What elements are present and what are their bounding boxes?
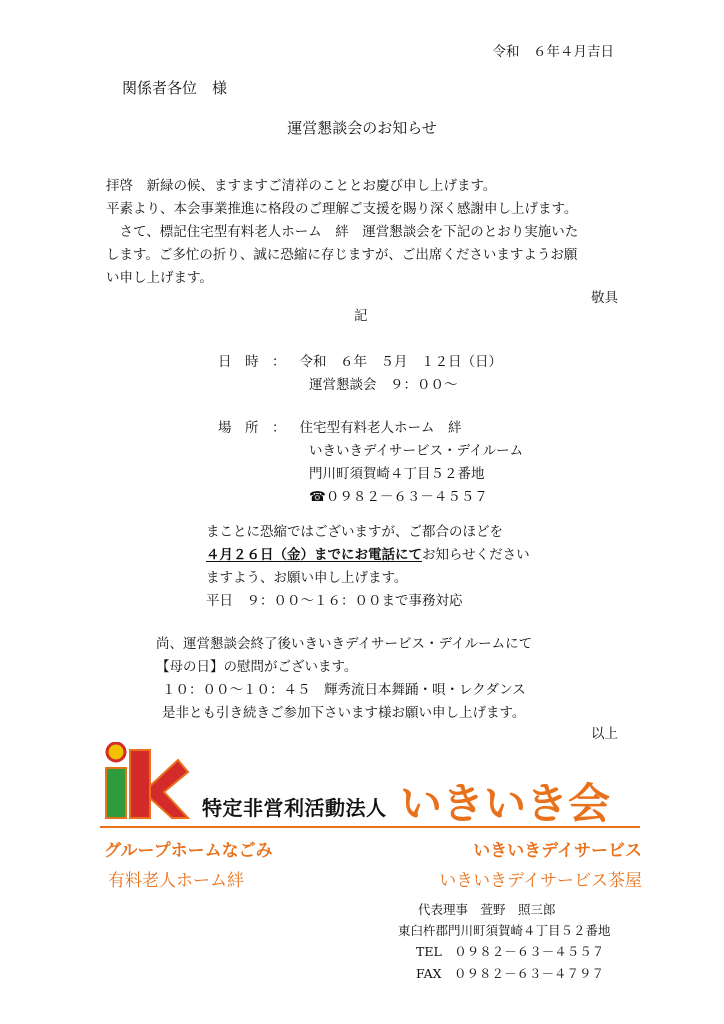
service-nursing-home: 有料老人ホーム絆 [108,871,244,891]
ik-logo [102,742,192,824]
note-line-1: 尚、運営懇談会終了後いきいきデイサービス・デイルームにて [156,636,533,652]
document-title: 運営懇談会のお知らせ [287,119,437,137]
representative: 代表理事 萱野 照三郎 [418,902,556,917]
note-line-4: 是非とも引き続きご参加下さいます様お願い申し上げます。 [162,705,526,721]
addressee: 関係者各位 様 [122,79,228,97]
service-group-home: グループホームなごみ [104,841,273,861]
datetime-label: 日 時 ： [218,354,286,370]
place-line-2: いきいきデイサービス・デイルーム [309,443,524,459]
org-fax: FAX ０９８２－６３－４７９７ [416,966,605,981]
reply-deadline: ４月２６日（金）までにお電話にて [206,547,422,563]
reply-line-2-rest: お知らせください [422,547,530,563]
place-phone: ☎０９８２－６３－４５５７ [309,489,488,505]
footer-divider [100,826,640,828]
place-line-3: 門川町須賀崎４丁目５２番地 [309,466,485,482]
reply-line-2 [206,549,530,563]
org-tel: TEL ０９８２－６３－４５５７ [416,944,605,959]
service-day-service: いきいきデイサービス [473,841,642,861]
purpose-line-2: します。ご多忙の折り、誠に恐縮に存じますが、ご出席くださいますようお願 [106,247,578,263]
org-type: 特定非営利活動法人 [202,796,387,820]
closing-word: 敬具 [591,290,618,306]
place-line-1: 住宅型有料老人ホーム 絆 [299,420,462,436]
org-name: いきいき会 [400,779,611,828]
thanks-paragraph: 平素より、本会事業推進に格段のご理解ご支援を賜り深く感謝申し上げます。 [106,201,578,217]
purpose-line-3: い申し上げます。 [106,270,213,286]
place-label: 場 所 ： [218,420,286,436]
issue-date: 令和 ６年４月吉日 [492,44,614,60]
purpose-line-1: さて、標記住宅型有料老人ホーム 絆 運営懇談会を下記のとおり実施いた [106,224,579,240]
end-word: 以上 [591,726,618,742]
datetime-value: 令和 ６年 ５月 １２日（日） [299,354,502,370]
service-day-chaya: いきいきデイサービス茶屋 [439,871,642,891]
reply-line-3: ますよう、お願い申し上げます。 [206,570,408,586]
office-hours: 平日 ９：００～１６：００まで事務対応 [206,593,463,609]
greeting-paragraph: 拝啓 新緑の候、ますますご清祥のこととお慶び申し上げます。 [106,178,497,194]
datetime-sub: 運営懇談会 ９：００～ [309,377,458,393]
note-line-3: １０：００～１０：４５ 輝秀流日本舞踊・唄・レクダンス [162,682,526,698]
note-line-2: 【母の日】の慰問がございます。 [156,659,358,675]
datetime-row [218,356,502,370]
ki-heading: 記 [354,308,368,324]
org-address: 東臼杵郡門川町須賀崎４丁目５２番地 [398,923,611,938]
place-row [218,422,462,436]
reply-line-1: まことに恐縮ではございますが、ご都合のほどを [206,524,503,540]
